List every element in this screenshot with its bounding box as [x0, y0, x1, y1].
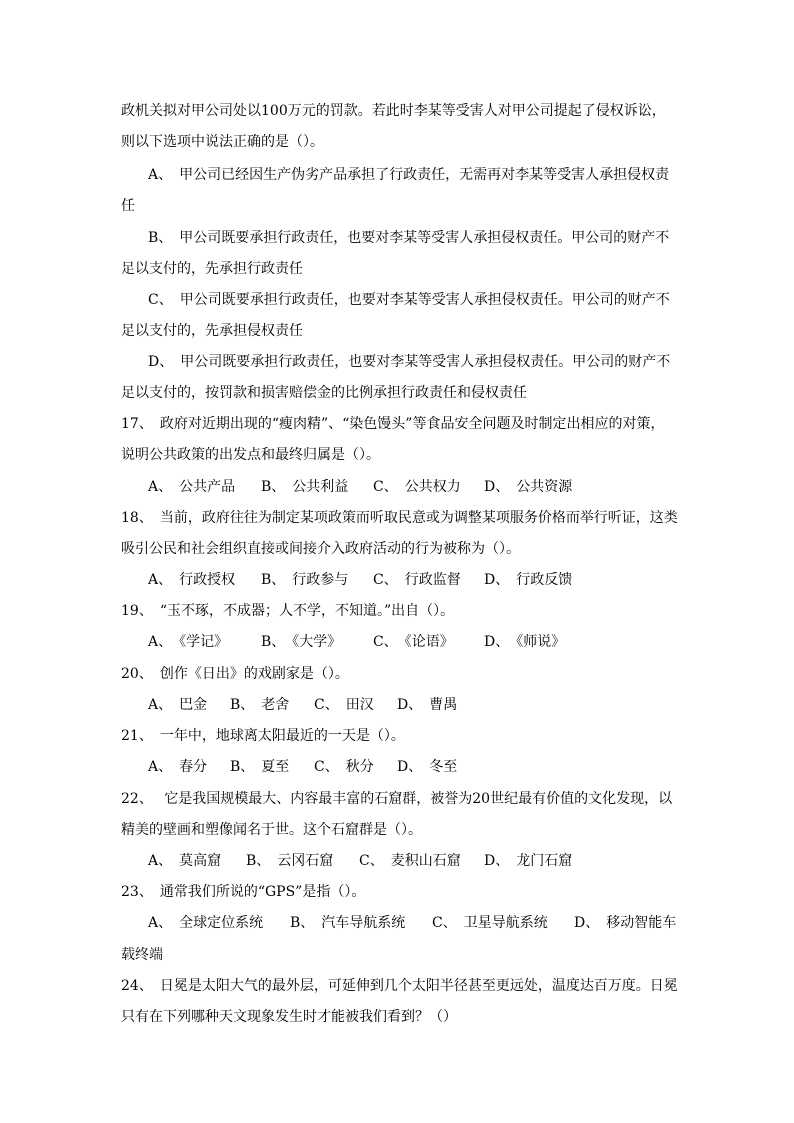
option-b: B、 公共利益	[261, 479, 349, 495]
option-b: B、 行政参与	[261, 572, 349, 588]
question-19: 19、 “玉不琢，不成器；人不学，不知道。”出自（）。	[121, 603, 455, 619]
option-d: D、 龙门石窟	[484, 853, 573, 869]
option-a: A、 全球定位系统	[148, 915, 264, 931]
question-17: 17、 政府对近期出现的“瘦肉精”、“染色馒头”等食品安全问题及时制定出相应的对策，	[121, 416, 665, 432]
option-b: B、 老舍	[230, 697, 290, 713]
option-line: 足以支付的，先承担行政责任	[121, 261, 303, 277]
option-b: B、 汽车导航系统	[290, 915, 406, 931]
question-22-cont: 精美的壁画和塑像闻名于世。这个石窟群是（）。	[121, 822, 422, 838]
option-c: C、 卫星导航系统	[432, 915, 548, 931]
option-d: D、 冬至	[397, 759, 458, 775]
question-23: 23、 通常我们所说的“GPS”是指（）。	[121, 884, 366, 900]
option-c: C、 公共权力	[373, 479, 461, 495]
option-b: B、 夏至	[230, 759, 290, 775]
option-c: C、 秋分	[314, 759, 374, 775]
option-b: B、 云冈石窟	[246, 853, 334, 869]
option-d: D、 移动智能车	[574, 915, 677, 931]
option-a: A、 《学记》	[148, 634, 229, 650]
option-b: B、 《大学》	[261, 634, 342, 650]
option-a: A、 莫高窟	[148, 853, 222, 869]
question-18-cont: 吸引公民和社会组织直接或间接介入政府活动的行为被称为（）。	[121, 541, 520, 557]
option-line: 任	[121, 198, 135, 214]
question-24: 24、 日冕是太阳大气的最外层，可延伸到几个太阳半径甚至更远处，温度达百万度。日冕	[121, 978, 678, 994]
option-c: C、 《论语》	[373, 634, 454, 650]
option-line: 足以支付的，先承担侵权责任	[121, 323, 303, 339]
question-17-cont: 说明公共政策的出发点和最终归属是（）。	[121, 447, 380, 463]
option-line: 足以支付的，按罚款和损害赔偿金的比例承担行政责任和侵权责任	[121, 385, 527, 401]
option-d: D、 行政反馈	[484, 572, 573, 588]
option-d: D、 曹禺	[397, 697, 458, 713]
option-d: D、 公共资源	[484, 479, 573, 495]
question-21: 21、 一年中，地球离太阳最近的一天是（）。	[121, 728, 405, 744]
option-line: 载终端	[121, 947, 163, 963]
option-line: B、 甲公司既要承担行政责任，也要对李某等受害人承担侵权责任。甲公司的财产不	[148, 230, 670, 246]
option-c: C、 田汉	[314, 697, 374, 713]
option-c: C、 行政监督	[373, 572, 461, 588]
question-20: 20、 创作《日出》的戏剧家是（）。	[121, 666, 349, 682]
question-22: 22、 它是我国规模最大、内容最丰富的石窟群，被誉为20世纪最有价值的文化发现，以	[121, 791, 673, 807]
option-a: A、 春分	[148, 759, 208, 775]
option-line: D、 甲公司既要承担行政责任，也要对李某等受害人承担侵权责任。甲公司的财产不	[148, 354, 671, 370]
option-a: A、 行政授权	[148, 572, 236, 588]
question-18: 18、 当前，政府往往为制定某项政策而听取民意或为调整某项服务价格而举行听证，这类	[121, 510, 678, 526]
option-line: C、 甲公司既要承担行政责任，也要对李某等受害人承担侵权责任。甲公司的财产不	[148, 292, 670, 308]
paragraph-line: 政机关拟对甲公司处以100万元的罚款。若此时李某等受害人对甲公司提起了侵权诉讼，	[121, 103, 666, 119]
option-line: A、 甲公司已经因生产伪劣产品承担了行政责任，无需再对李某等受害人承担侵权责	[148, 167, 670, 183]
option-a: A、 巴金	[148, 697, 208, 713]
option-c: C、 麦积山石窟	[359, 853, 461, 869]
question-24-cont: 只有在下列哪种天文现象发生时才能被我们看到？（）	[121, 1009, 457, 1025]
paragraph-line: 则以下选项中说法正确的是（）。	[121, 134, 324, 150]
option-d: D、 《师说》	[484, 634, 566, 650]
option-a: A、 公共产品	[148, 479, 236, 495]
